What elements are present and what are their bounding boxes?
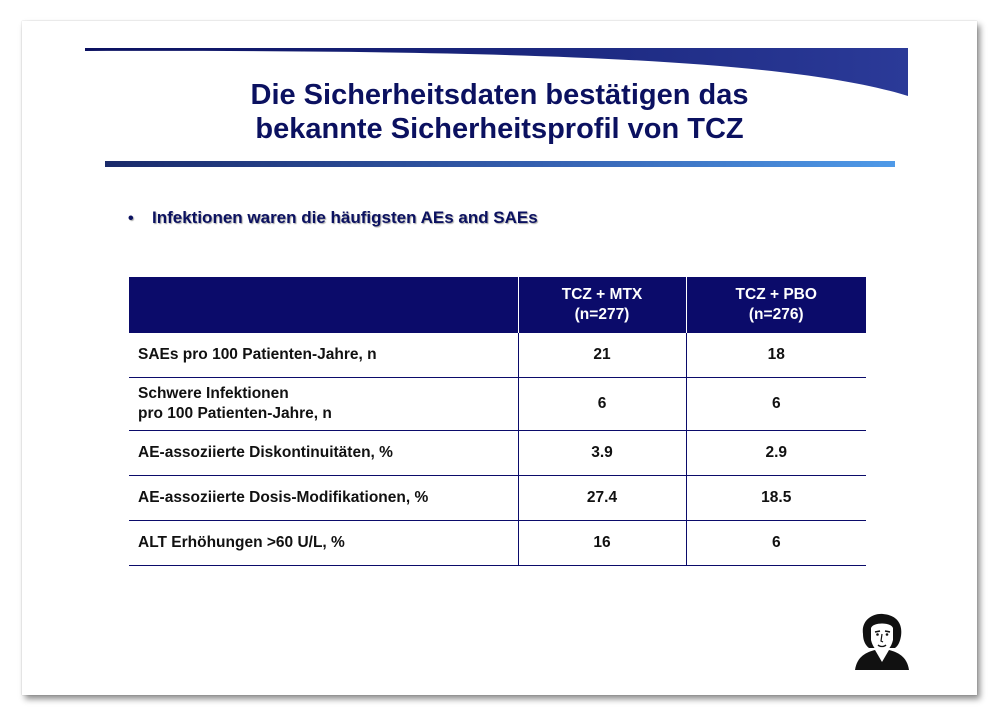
- row-label-text: AE-assoziierte Diskontinuitäten, %: [138, 444, 393, 461]
- row-label: [129, 521, 518, 566]
- slide: [22, 21, 977, 695]
- bullet-dot-icon: •: [128, 210, 134, 227]
- title-line-2: bekannte Sicherheitsprofil von TCZ: [255, 113, 744, 145]
- table-row: [129, 431, 866, 476]
- bullet-text: Infektionen waren die häufigsten AEs and SAEs: [152, 208, 538, 227]
- header-tcz-pbo-name: TCZ + PBO: [735, 286, 817, 303]
- table-row: [129, 476, 866, 521]
- row-label: [129, 431, 518, 476]
- row-label: [129, 378, 518, 431]
- row-label: [129, 476, 518, 521]
- header-tcz-pbo-n: (n=276): [748, 306, 804, 323]
- bullet-point: [128, 208, 538, 228]
- safety-table: [129, 277, 866, 566]
- slide-title: [22, 78, 977, 146]
- table-row: [129, 378, 866, 431]
- header-tcz-mtx-name: TCZ + MTX: [561, 286, 643, 303]
- cell-tcz-mtx: 3.9: [518, 431, 686, 476]
- header-cell-empty: [129, 277, 518, 333]
- row-label-text: SAEs pro 100 Patienten-Jahre, n: [138, 346, 377, 363]
- row-label-text: AE-assoziierte Dosis-Modifikationen, %: [138, 489, 429, 506]
- cell-tcz-pbo: 2.9: [686, 431, 866, 476]
- portrait-logo-icon: [853, 612, 911, 670]
- table-row: [129, 521, 866, 566]
- cell-tcz-pbo: 18: [686, 333, 866, 378]
- cell-tcz-mtx: 27.4: [518, 476, 686, 521]
- header-cell-tcz-pbo: [686, 277, 866, 333]
- table-header-row: [129, 277, 866, 333]
- header-cell-tcz-mtx: [518, 277, 686, 333]
- cell-tcz-mtx: 21: [518, 333, 686, 378]
- row-label-text: Schwere Infektionen: [138, 385, 289, 402]
- row-label-text: pro 100 Patienten-Jahre, n: [138, 405, 332, 422]
- header-tcz-mtx-n: (n=277): [574, 306, 630, 323]
- title-line-1: Die Sicherheitsdaten bestätigen das: [250, 79, 749, 111]
- row-label-text: ALT Erhöhungen >60 U/L, %: [138, 534, 345, 551]
- cell-tcz-pbo: 6: [686, 521, 866, 566]
- table-row: [129, 333, 866, 378]
- cell-tcz-pbo: 6: [686, 378, 866, 431]
- cell-tcz-mtx: 6: [518, 378, 686, 431]
- row-label: [129, 333, 518, 378]
- title-underline: [105, 161, 895, 167]
- cell-tcz-pbo: 18.5: [686, 476, 866, 521]
- cell-tcz-mtx: 16: [518, 521, 686, 566]
